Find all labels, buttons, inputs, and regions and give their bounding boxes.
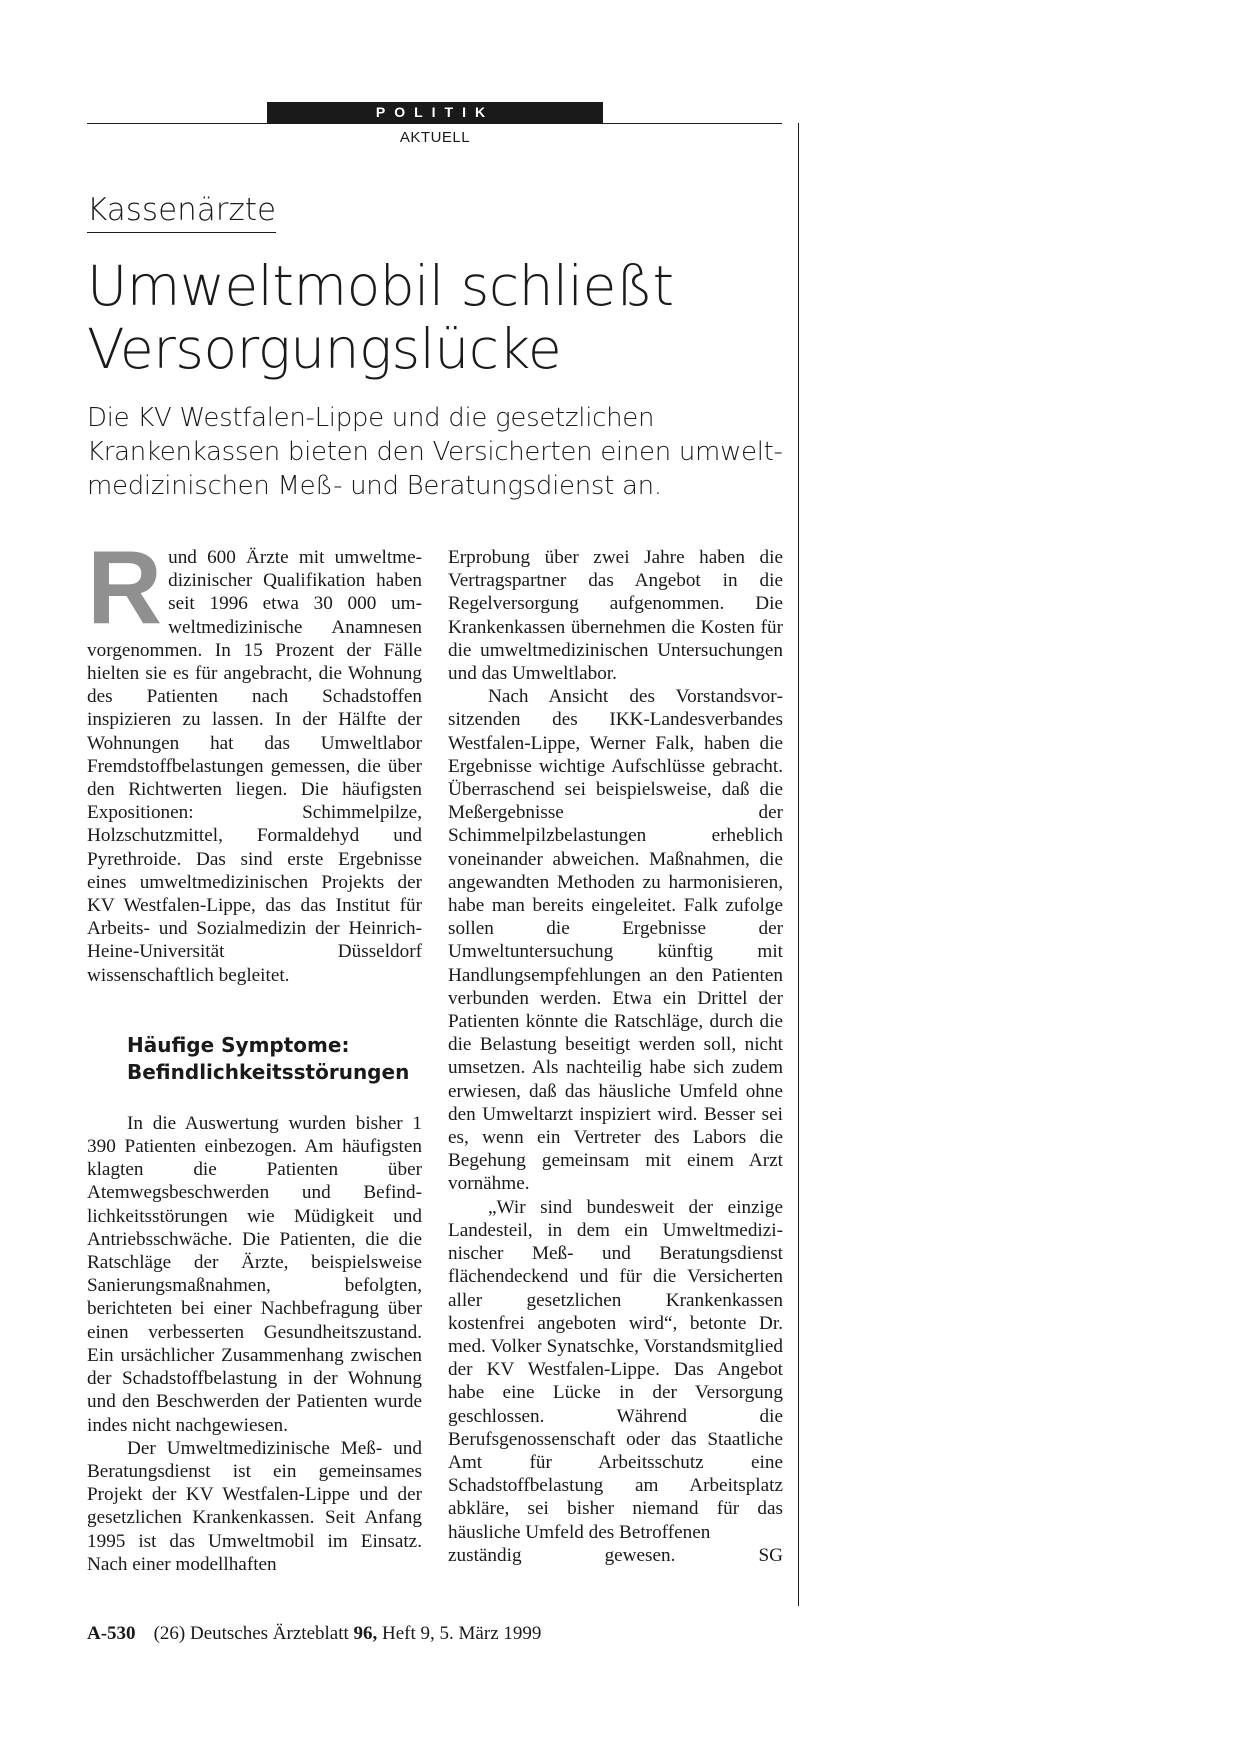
lead-line-3: medizinischen Meß- und Beratungsdienst an. <box>87 471 662 501</box>
kicker: Kassenärzte <box>87 190 276 233</box>
section-label: AKTUELL <box>399 129 471 146</box>
header-rule <box>87 123 782 124</box>
rubric-bar: POLITIK <box>267 102 603 123</box>
subheading-line-1: Häufige Symptome: <box>127 1032 350 1057</box>
body-paragraph-1-text: und 600 Ärzte mit umweltmedizinischer Qualifikation haben seit 1996 etwa 30 000 umweltmedizinische Anamnesen vorgenommen. In 15 Prozent der Fälle hielten sie es für angebracht, die Wohnung des Patienten nach Schadstoffen inspizieren zu lassen. In der Hälfte der Wohnungen hat das Umweltlabor Fremdstoffbelastungen gemessen, die über den Richtwerten liegen. Die häufigsten Expositionen: Schimmelpilze, Holzschutzmittel, Formaldehyd und Pyrethroide. Das sind erste Ergebnisse eines umweltmedizinischen Projekts der KV Westfalen-Lippe, das das Institut für Arbeits- und Sozialmedizin der Heinrich-Heine-Universität Düsseldorf wissenschaftlich begleitet. <box>87 547 422 986</box>
citation-issue: Heft 9, 5. März 1999 <box>377 1623 542 1644</box>
body-paragraph-4: Nach Ansicht des Vorstandsvorsitzenden des IKK-Landesverbandes Westfalen-Lippe, Werner Falk, haben die Ergebnisse wichtige Aufschlüsse gebracht. Überraschend sei beispielsweise, daß die Meßergebnisse der Schimmelpilzbelastungen erheblich voneinander abweichen. Maßnahmen, die angewandten Methoden zu harmonisieren, habe man bereits eingeleitet. Falk zufolge sollen die Ergebnisse der Umweltuntersuchung künftig mit Handlungsempfehlungen an den Patienten verbunden werden. Etwa ein Drittel der Patienten könnte die Ratschläge, durch die die Belastung beseitigt werden soll, nicht umsetzen. Als nachteilig habe sich zudem erwiesen, daß das häusliche Umfeld ohne den Umweltarzt inspiziert wird. Besser sei es, wenn ein Vertreter des Labors die Begehung gemeinsam mit einem Arzt vornähme. <box>448 686 783 1195</box>
column-rule <box>798 123 799 1606</box>
body-paragraph-3: Der Umweltmedizinische Meß- und Beratungsdienst ist ein gemeinsames Projekt der KV Westfalen-Lippe und der gesetzlichen Krankenkassen. Seit Anfang 1995 ist das Umweltmobil im Einsatz. Nach einer modellhaften <box>87 1437 422 1575</box>
lead-line-2: Krankenkassen bieten den Versicherten einen umwelt- <box>87 437 783 467</box>
body-paragraph-5: „Wir sind bundesweit der einzige Landesteil, in dem ein Umweltmedizinischer Meß- und Beratungsdienst flächendeckend und für die Versicherten aller gesetzlichen Krankenkassen kostenfrei angeboten wird“, betonte Dr. med. Volker Synatschke, Vorstandsmitglied der KV Westfalen-Lippe. Das Angebot habe eine Lücke in der Versorgung geschlossen. Während die Berufsgenossenschaft oder das Staatliche Amt für Arbeitsschutz eine Schadstoffbelastung am Arbeitsplatz abkläre, sei bisher niemand für das häusliche Umfeld des Betroffenen <box>448 1196 783 1543</box>
headline-line-2: Versorgungslücke <box>87 317 562 381</box>
article-column-left <box>87 530 422 1576</box>
closing-text: zuständig gewesen. <box>448 1544 676 1566</box>
subheading <box>127 1032 422 1086</box>
page-footer <box>87 1622 541 1646</box>
headline <box>87 255 787 381</box>
lead-line-1: Die KV Westfalen-Lippe und die gesetzlichen <box>87 403 655 433</box>
headline-line-1: Umweltmobil schließt <box>87 254 674 318</box>
body-paragraph-3-continued: Erprobung über zwei Jahre haben die Vertragspartner das Angebot in die Regelversorgung aufgenommen. Die Krankenkassen übernehmen die Kosten für die umweltmedizinischen Untersuchungen und das Umweltlabor. <box>448 547 783 685</box>
lead-paragraph <box>87 401 787 503</box>
drop-cap: R <box>87 530 163 646</box>
citation-volume: 96, <box>353 1623 378 1644</box>
citation-prefix: (26) Deutsches Ärzteblatt <box>153 1623 354 1644</box>
body-paragraph-1 <box>87 530 422 987</box>
body-paragraph-2: In die Auswertung wurden bisher 1 390 Patienten einbezogen. Am häufigsten klagten die Patienten über Atemwegsbeschwerden und Befindlichkeitsstörungen wie Müdigkeit und Antriebsschwäche. Die Patienten, die die Ratschläge der Ärzte, beispielsweise Sanierungsmaßnahmen, befolgten, berichteten bei einer Nachbefragung über einen verbesserten Gesundheitszustand. Ein ursächlicher Zusammenhang zwischen der Schadstoffbelastung in der Wohnung und den Beschwerden der Patienten wurde indes nicht nachgewiesen. <box>87 1112 422 1436</box>
page-number: A-530 <box>87 1623 136 1644</box>
subheading-line-2: Befindlichkeitsstörungen <box>127 1059 410 1084</box>
closing-line <box>448 1544 783 1567</box>
article-column-right <box>448 546 783 1567</box>
author-signature: SG <box>758 1544 783 1566</box>
